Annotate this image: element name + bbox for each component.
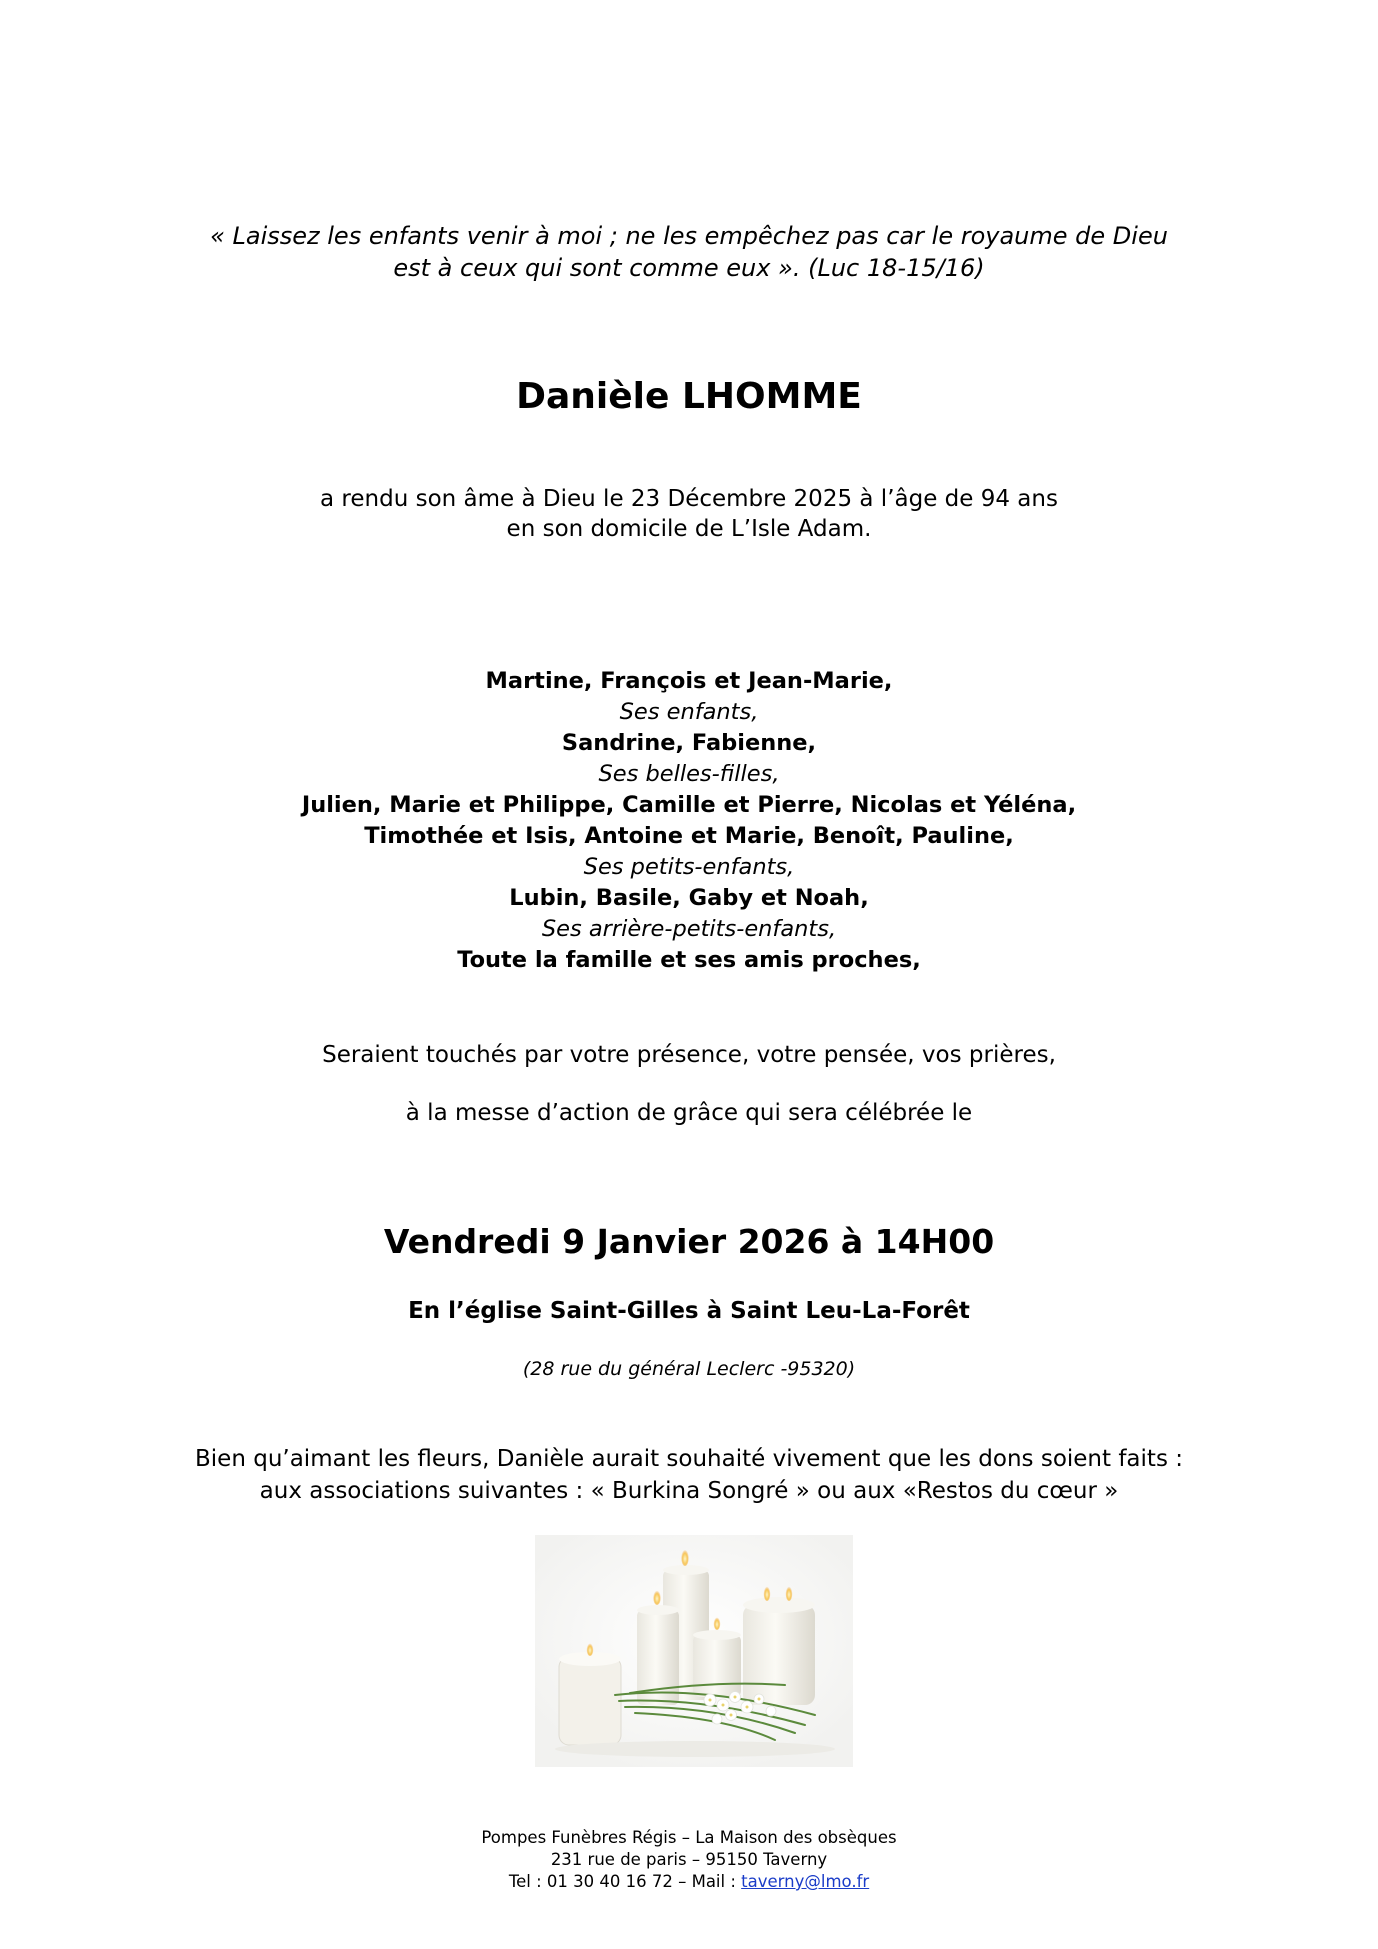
footer-address: 231 rue de paris – 95150 Taverny	[550, 1850, 828, 1869]
family-line: Lubin, Basile, Gaby et Noah,	[509, 885, 869, 911]
footer-company: Pompes Funèbres Régis – La Maison des obsèques	[481, 1828, 897, 1847]
family-line: Martine, François et Jean-Marie,	[485, 668, 893, 694]
ceremony-address: (28 rue du général Leclerc -95320)	[522, 1358, 856, 1380]
family-relation: Ses petits-enfants,	[583, 854, 795, 880]
email-link[interactable]: taverny@lmo.fr	[741, 1872, 870, 1891]
bible-quote-line-1: « Laissez les enfants venir à moi ; ne les empêchez pas car le royaume de Dieu	[210, 222, 1168, 250]
invitation-line-2: à la messe d’action de grâce qui sera célébrée le	[405, 1100, 973, 1126]
bible-quote-line-2: est à ceux qui sont comme eux ». (Luc 18-15/16)	[393, 254, 985, 282]
family-list	[0, 666, 1378, 976]
footer-phone: Tel : 01 30 40 16 72 – Mail :	[508, 1872, 742, 1891]
candles-and-flowers-photo	[535, 1535, 853, 1767]
announcement-line-2: en son domicile de L’Isle Adam.	[506, 516, 872, 542]
family-relation: Ses enfants,	[619, 699, 759, 725]
family-line: Julien, Marie et Philippe, Camille et Pierre, Nicolas et Yéléna,	[301, 792, 1077, 818]
ceremony-place: En l’église Saint-Gilles à Saint Leu-La-Forêt	[408, 1298, 970, 1324]
footer-contact	[0, 1871, 1378, 1893]
ceremony-date: Vendredi 9 Janvier 2026 à 14H00	[383, 1222, 995, 1261]
family-line: Toute la famille et ses amis proches,	[457, 947, 921, 973]
family-relation: Ses belles-filles,	[598, 761, 780, 787]
donations-line-1: Bien qu’aimant les fleurs, Danièle aurait souhaité vivement que les dons soient faits :	[195, 1446, 1183, 1472]
family-line: Sandrine, Fabienne,	[561, 730, 817, 756]
donations-line-2: aux associations suivantes : « Burkina Songré » ou aux «Restos du cœur »	[259, 1478, 1119, 1504]
family-relation: Ses arrière-petits-enfants,	[541, 916, 837, 942]
family-line: Timothée et Isis, Antoine et Marie, Benoît, Pauline,	[364, 823, 1014, 849]
invitation-line-1: Seraient touchés par votre présence, votre pensée, vos prières,	[322, 1042, 1056, 1068]
footer	[0, 1827, 1378, 1893]
announcement-line-1: a rendu son âme à Dieu le 23 Décembre 2025 à l’âge de 94 ans	[320, 486, 1058, 512]
deceased-name: Danièle LHOMME	[516, 376, 862, 417]
